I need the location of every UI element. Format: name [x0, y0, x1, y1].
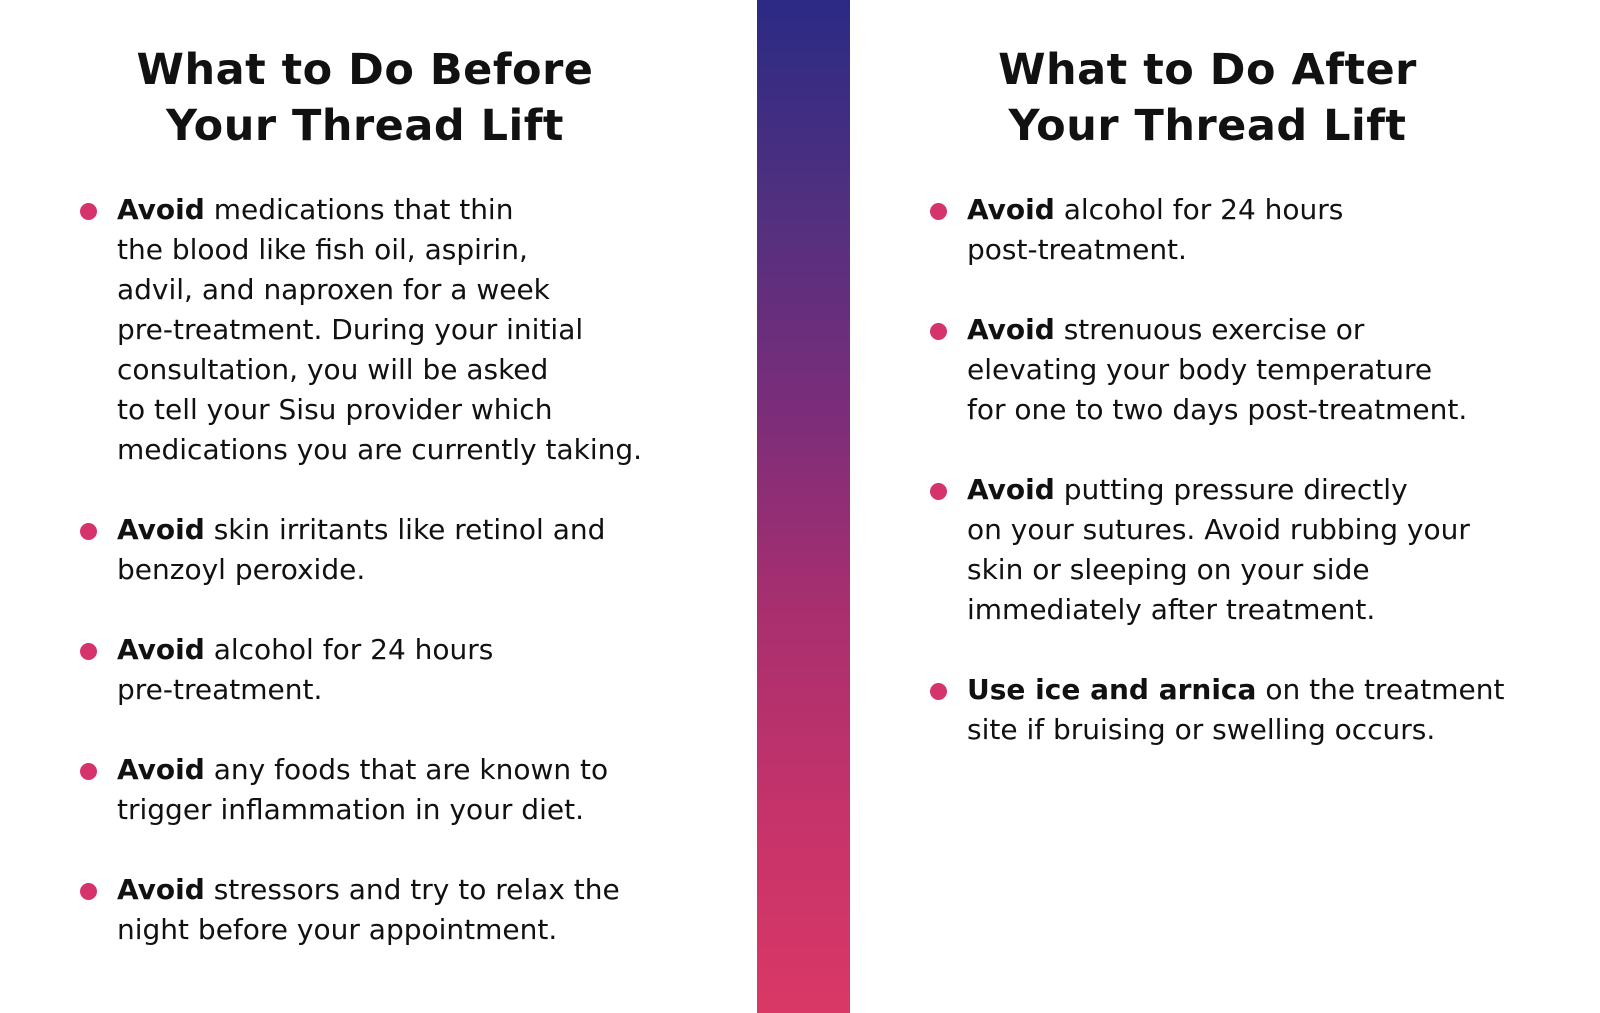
after-item-2 — [930, 310, 1530, 430]
item-text: advil, and naproxen for a week — [117, 273, 550, 306]
before-heading-line-1: What to Do Before — [136, 45, 594, 95]
after-heading-line-1: What to Do After — [998, 45, 1417, 95]
gradient-divider — [757, 0, 850, 1013]
item-text: medications that thin — [213, 193, 514, 226]
bullet-dot-icon — [80, 643, 97, 660]
after-list — [930, 190, 1530, 790]
item-text: strenuous exercise or — [1063, 313, 1365, 346]
item-text: medications you are currently taking. — [117, 433, 643, 466]
item-text: any foods that are known to — [213, 753, 609, 786]
item-text: benzoyl peroxide. — [117, 553, 366, 586]
item-text: for one to two days post-treatment. — [967, 393, 1468, 426]
item-lead: Avoid — [967, 193, 1055, 226]
item-lead: Avoid — [117, 633, 205, 666]
item-text: putting pressure directly — [1063, 473, 1408, 506]
bullet-dot-icon — [80, 763, 97, 780]
item-text: on your sutures. Avoid rubbing your — [967, 513, 1470, 546]
item-text: skin irritants like retinol and — [213, 513, 606, 546]
item-text: skin or sleeping on your side — [967, 553, 1370, 586]
bullet-dot-icon — [930, 683, 947, 700]
item-text: post-treatment. — [967, 233, 1187, 266]
item-text: to tell your Sisu provider which — [117, 393, 553, 426]
item-text: alcohol for 24 hours — [1063, 193, 1344, 226]
after-heading-line-2: Your Thread Lift — [1008, 101, 1407, 151]
bullet-dot-icon — [80, 523, 97, 540]
after-item-3 — [930, 470, 1530, 630]
item-text: the blood like fish oil, aspirin, — [117, 233, 528, 266]
item-text: alcohol for 24 hours — [213, 633, 494, 666]
item-lead: Avoid — [117, 753, 205, 786]
item-lead: Use ice and arnica — [967, 673, 1257, 706]
before-item-5 — [80, 870, 680, 950]
before-heading-line-2: Your Thread Lift — [165, 101, 564, 151]
item-text: on the treatment — [1265, 673, 1505, 706]
item-text: stressors and try to relax the — [213, 873, 620, 906]
item-text: night before your appointment. — [117, 913, 558, 946]
item-text: site if bruising or swelling occurs. — [967, 713, 1436, 746]
item-text: trigger inflammation in your diet. — [117, 793, 584, 826]
item-lead: Avoid — [967, 313, 1055, 346]
item-text: elevating your body temperature — [967, 353, 1433, 386]
bullet-dot-icon — [930, 323, 947, 340]
after-item-1 — [930, 190, 1530, 270]
bullet-dot-icon — [930, 483, 947, 500]
item-text: pre-treatment. During your initial — [117, 313, 584, 346]
bullet-dot-icon — [930, 203, 947, 220]
item-lead: Avoid — [117, 513, 205, 546]
after-heading — [930, 42, 1485, 154]
item-text: pre-treatment. — [117, 673, 323, 706]
bullet-dot-icon — [80, 883, 97, 900]
before-item-4 — [80, 750, 680, 830]
item-lead: Avoid — [117, 873, 205, 906]
item-lead: Avoid — [967, 473, 1055, 506]
before-item-2 — [80, 510, 680, 590]
before-list — [80, 190, 680, 990]
item-lead: Avoid — [117, 193, 205, 226]
before-heading — [80, 42, 650, 154]
before-item-1 — [80, 190, 680, 470]
item-text: immediately after treatment. — [967, 593, 1376, 626]
bullet-dot-icon — [80, 203, 97, 220]
after-item-4 — [930, 670, 1530, 750]
before-item-3 — [80, 630, 680, 710]
item-text: consultation, you will be asked — [117, 353, 549, 386]
